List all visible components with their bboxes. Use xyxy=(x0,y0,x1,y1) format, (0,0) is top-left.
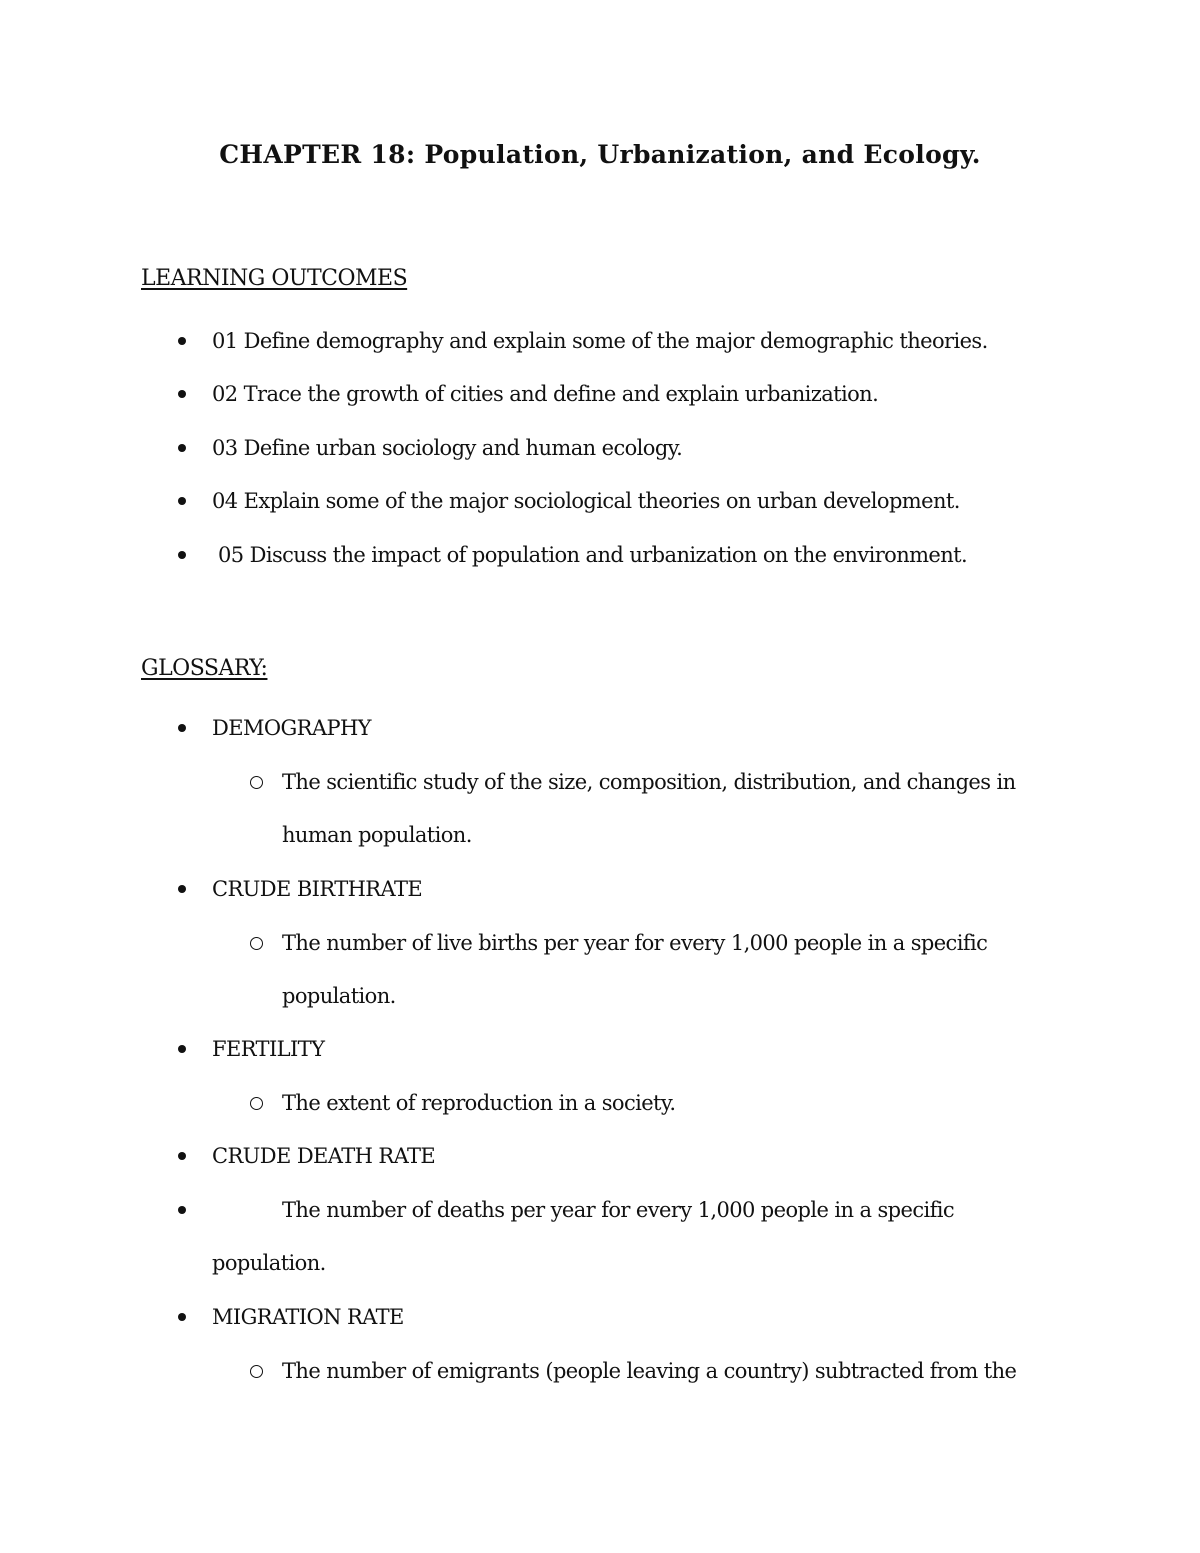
glossary-definition-continued: human population. xyxy=(282,823,472,847)
glossary-definition-continued: population. xyxy=(212,1251,326,1275)
glossary-definition: The extent of reproduction in a society. xyxy=(282,1091,676,1115)
glossary-definition-continued: population. xyxy=(282,984,396,1008)
glossary-definition: The number of deaths per year for every 1,000 people in a specific xyxy=(282,1198,955,1222)
hollow-circle-bullet-icon xyxy=(250,1097,263,1110)
glossary-heading: GLOSSARY: xyxy=(141,656,268,681)
bullet-icon xyxy=(178,497,186,505)
bullet-icon xyxy=(178,724,186,732)
glossary-term: CRUDE BIRTHRATE xyxy=(212,877,423,901)
hollow-circle-bullet-icon xyxy=(250,776,263,789)
bullet-icon xyxy=(178,551,186,559)
bullet-icon xyxy=(178,390,186,398)
learning-outcome-item: 04 Explain some of the major sociological theories on urban development. xyxy=(212,489,960,513)
learning-outcome-item: 01 Define demography and explain some of the major demographic theories. xyxy=(212,329,988,353)
glossary-term: MIGRATION RATE xyxy=(212,1305,404,1329)
glossary-term: FERTILITY xyxy=(212,1037,325,1061)
bullet-icon xyxy=(178,1206,186,1214)
learning-outcomes-heading: LEARNING OUTCOMES xyxy=(141,266,408,291)
bullet-icon xyxy=(178,444,186,452)
learning-outcome-item: 02 Trace the growth of cities and define and explain urbanization. xyxy=(212,382,879,406)
bullet-icon xyxy=(178,885,186,893)
hollow-circle-bullet-icon xyxy=(250,1365,263,1378)
bullet-icon xyxy=(178,1152,186,1160)
hollow-circle-bullet-icon xyxy=(250,937,263,950)
glossary-definition: The number of live births per year for every 1,000 people in a specific xyxy=(282,931,988,955)
bullet-icon xyxy=(178,337,186,345)
learning-outcome-item: 05 Discuss the impact of population and urbanization on the environment. xyxy=(218,543,968,567)
glossary-term: DEMOGRAPHY xyxy=(212,716,371,740)
glossary-definition: The number of emigrants (people leaving a country) subtracted from the xyxy=(282,1359,1017,1383)
glossary-definition: The scientific study of the size, composition, distribution, and changes in xyxy=(282,770,1016,794)
bullet-icon xyxy=(178,1045,186,1053)
bullet-icon xyxy=(178,1313,186,1321)
chapter-title: CHAPTER 18: Population, Urbanization, and Ecology. xyxy=(219,140,981,169)
glossary-term: CRUDE DEATH RATE xyxy=(212,1144,436,1168)
learning-outcome-item: 03 Define urban sociology and human ecology. xyxy=(212,436,683,460)
